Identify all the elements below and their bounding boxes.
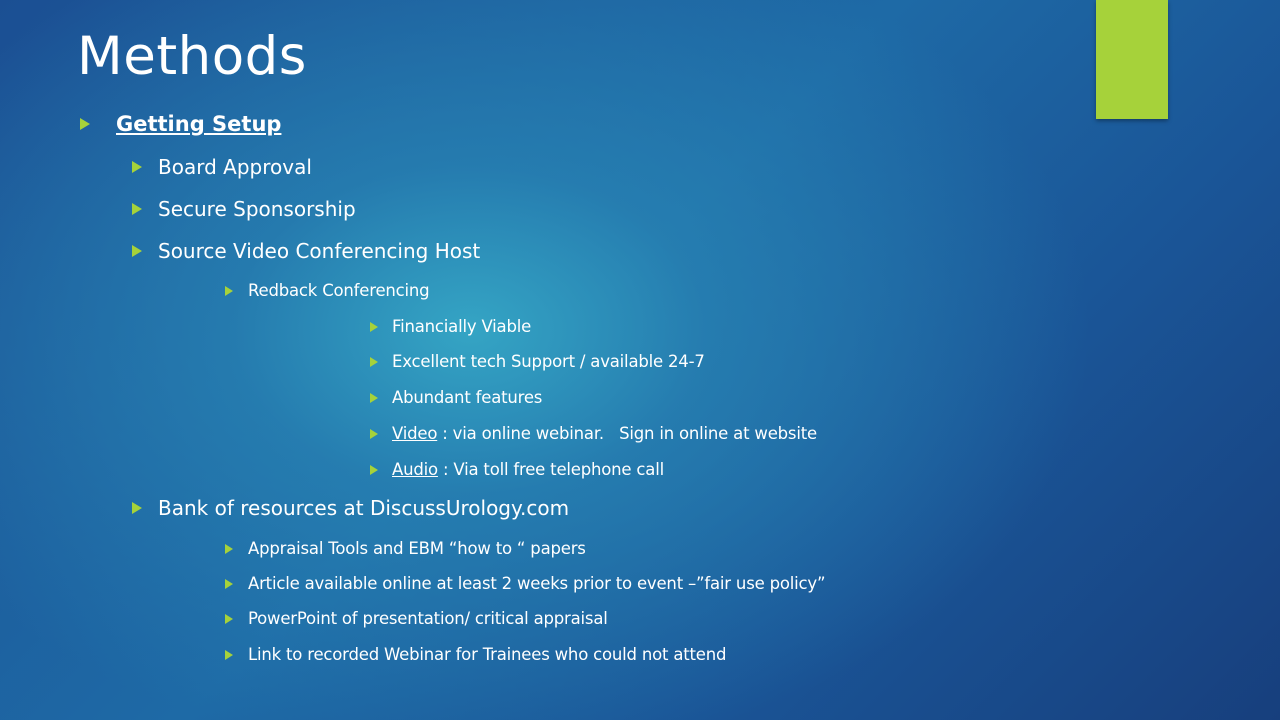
triangle-right-icon	[370, 429, 378, 439]
bullet-financially-viable	[370, 317, 531, 336]
accent-bar	[1096, 0, 1168, 119]
triangle-right-icon	[370, 322, 378, 332]
secure-sponsorship-text: Secure Sponsorship	[158, 197, 356, 221]
bullet-secure-sponsorship	[132, 197, 356, 221]
recorded-webinar-text: Link to recorded Webinar for Trainees who could not attend	[248, 645, 727, 664]
bullet-board-approval	[132, 155, 312, 179]
redback-text: Redback Conferencing	[248, 281, 430, 300]
slide-title: Methods	[77, 26, 307, 87]
triangle-right-icon	[132, 502, 142, 514]
bullet-article	[225, 574, 825, 593]
triangle-right-icon	[225, 650, 233, 660]
bullet-audio	[370, 460, 664, 479]
triangle-right-icon	[370, 465, 378, 475]
bullet-abundant-features	[370, 388, 542, 407]
financially-viable-text: Financially Viable	[392, 317, 532, 336]
triangle-right-icon	[225, 286, 233, 296]
bullet-appraisal-tools	[225, 539, 586, 558]
triangle-right-icon	[370, 393, 378, 403]
bullet-getting-setup	[80, 112, 281, 136]
bullet-redback	[225, 281, 429, 300]
bullet-video	[370, 424, 817, 443]
article-text: Article available online at least 2 weeks prior to event –”fair use policy”	[248, 574, 826, 593]
video-host-text: Source Video Conferencing Host	[158, 239, 481, 263]
bullet-recorded-webinar	[225, 645, 726, 664]
triangle-right-icon	[80, 118, 90, 130]
heading-getting-setup: Getting Setup	[116, 112, 282, 136]
bullet-video-host	[132, 239, 480, 263]
bullet-tech-support	[370, 352, 705, 371]
board-approval-text: Board Approval	[158, 155, 312, 179]
bullet-powerpoint	[225, 609, 608, 628]
triangle-right-icon	[225, 579, 233, 589]
bank-text: Bank of resources at DiscussUrology.com	[158, 496, 570, 520]
tech-support-text: Excellent tech Support / available 24-7	[392, 352, 705, 371]
audio-label: Audio	[392, 460, 438, 479]
abundant-features-text: Abundant features	[392, 388, 543, 407]
video-text: : via online webinar. Sign in online at website	[437, 424, 817, 443]
bullet-bank-of-resources	[132, 496, 569, 520]
video-label: Video	[392, 424, 438, 443]
appraisal-tools-text: Appraisal Tools and EBM “how to “ papers	[248, 539, 586, 558]
triangle-right-icon	[370, 357, 378, 367]
triangle-right-icon	[132, 203, 142, 215]
audio-text: : Via toll free telephone call	[437, 460, 664, 479]
powerpoint-text: PowerPoint of presentation/ critical appraisal	[248, 609, 608, 628]
triangle-right-icon	[132, 161, 142, 173]
triangle-right-icon	[132, 245, 142, 257]
triangle-right-icon	[225, 544, 233, 554]
triangle-right-icon	[225, 614, 233, 624]
